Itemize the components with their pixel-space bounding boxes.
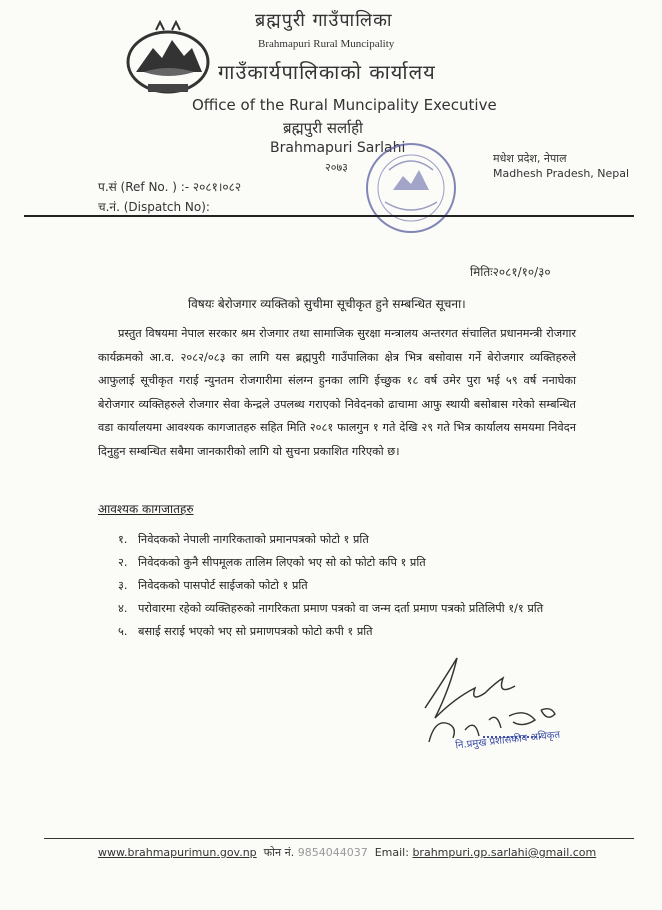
email-link[interactable]: brahmpuri.gp.sarlahi@gmail.com: [412, 846, 597, 859]
footer-divider: [44, 838, 634, 839]
reference-number: प.सं (Ref No. ) :- २०८१।०८२: [98, 180, 242, 194]
letter-body: प्रस्तुत विषयमा नेपाल सरकार श्रम रोजगार तथा सामाजिक सुरक्षा मन्त्रालय अन्तरगत संचालित प्रधानमन्त्री रोजगार कार्यक्रमको आ.व. २०८२/०८३ का लागि यस ब्रह्मपुरी गाउँपालिका क्षेत्र भित्र बसोवास गर्ने बेरोजगार व्यक्तिहरुले आफुलाई सूचीकृत गराई न्युनतम रोजगारीमा संलग्न हुनका लागि ईच्छुक १८ वर्ष उमेर पुरा भई ५९ वर्ष ननाघेका बेरोजगार व्यक्तिहरुले रोजगार सेवा केन्द्रले उपलब्ध गराएको निवेदनको ढाचामा आफु स्थायी बसोबास गरेको सम्बन्धित वडा कार्यालयमा आवश्यक कागजातहरु सहित मिति २०८१ फालगुन १ गते देखि २९ गते भित्र कार्यालय समयमा निवेदन दिनुहुन सम्बन्धित सबैमा जानकारीको लागि यो सुचना प्रकाशित गरिएको छ।: [98, 327, 576, 458]
footer: [98, 845, 596, 860]
place-en: Brahmapuri Sarlahi: [270, 140, 406, 156]
dispatch-number: च.नं. (Dispatch No):: [98, 200, 210, 214]
list-number: ५.: [118, 625, 128, 638]
list-item: [118, 620, 578, 643]
list-number: ३.: [118, 579, 128, 592]
letter-date: मितिः२०८१/१०/३०: [470, 265, 551, 279]
officer-stamp: नि.प्रमुख प्रशासकीय अधिकृत: [454, 729, 561, 752]
list-item: [118, 551, 578, 574]
requirements-heading: आवश्यक कागजातहरु: [98, 502, 194, 516]
list-item: [118, 528, 578, 551]
list-item: [118, 597, 578, 620]
letter-subject: विषयः बेरोजगार व्यक्तिको सुचीमा सूचीकृत हुने सम्बन्धित सूचना।: [188, 297, 466, 311]
list-text: निवेदकको नेपाली नागरिकताको प्रमानपत्रको फोटो १ प्रति: [138, 533, 369, 546]
phone-label: फोन नं.: [263, 846, 295, 859]
place-np: ब्रह्मपुरी सर्लाही: [283, 119, 363, 137]
office-seal: [363, 140, 459, 236]
list-number: २.: [118, 556, 128, 569]
list-number: १.: [118, 533, 128, 546]
list-text: निवेदकको कुनै सीपमूलक तालिम लिएको भए सो को फोटो कपि १ प्रति: [138, 556, 426, 569]
list-number: ४.: [118, 602, 128, 615]
office-title-en: Office of the Rural Muncipality Executive: [192, 96, 497, 114]
email-label: Email:: [374, 846, 409, 859]
header-divider: [24, 215, 634, 217]
list-text: परोवारमा रहेको व्यक्तिहरुको नागरिकता प्रमाण पत्रको वा जन्म दर्ता प्रमाण पत्रको प्रतिलिपी १/१ प्रति: [138, 602, 544, 615]
list-item: [118, 574, 578, 597]
phone-number: 9854044037: [297, 846, 368, 859]
website-link[interactable]: www.brahmapurimun.gov.np: [98, 846, 257, 859]
province-np: मधेश प्रदेश, नेपाल: [493, 152, 567, 165]
list-text: बसाई सराई भएको भए सो प्रमाणपत्रको फोटो कपी १ प्रति: [138, 625, 373, 638]
requirements-list: [118, 528, 578, 643]
province-en: Madhesh Pradesh, Nepal: [493, 167, 630, 180]
municipality-title-en: Brahmapuri Rural Muncipality: [258, 38, 395, 50]
list-text: निवेदकको पासपोर्ट साईजको फोटो १ प्रति: [138, 579, 308, 592]
office-title-np: गाउँकार्यपालिकाको कार्यालय: [218, 60, 436, 84]
established-year: २०७३: [325, 161, 348, 174]
municipality-title-np: ब्रह्मपुरी गाउँपालिका: [255, 10, 393, 31]
nepal-emblem: [118, 20, 218, 100]
